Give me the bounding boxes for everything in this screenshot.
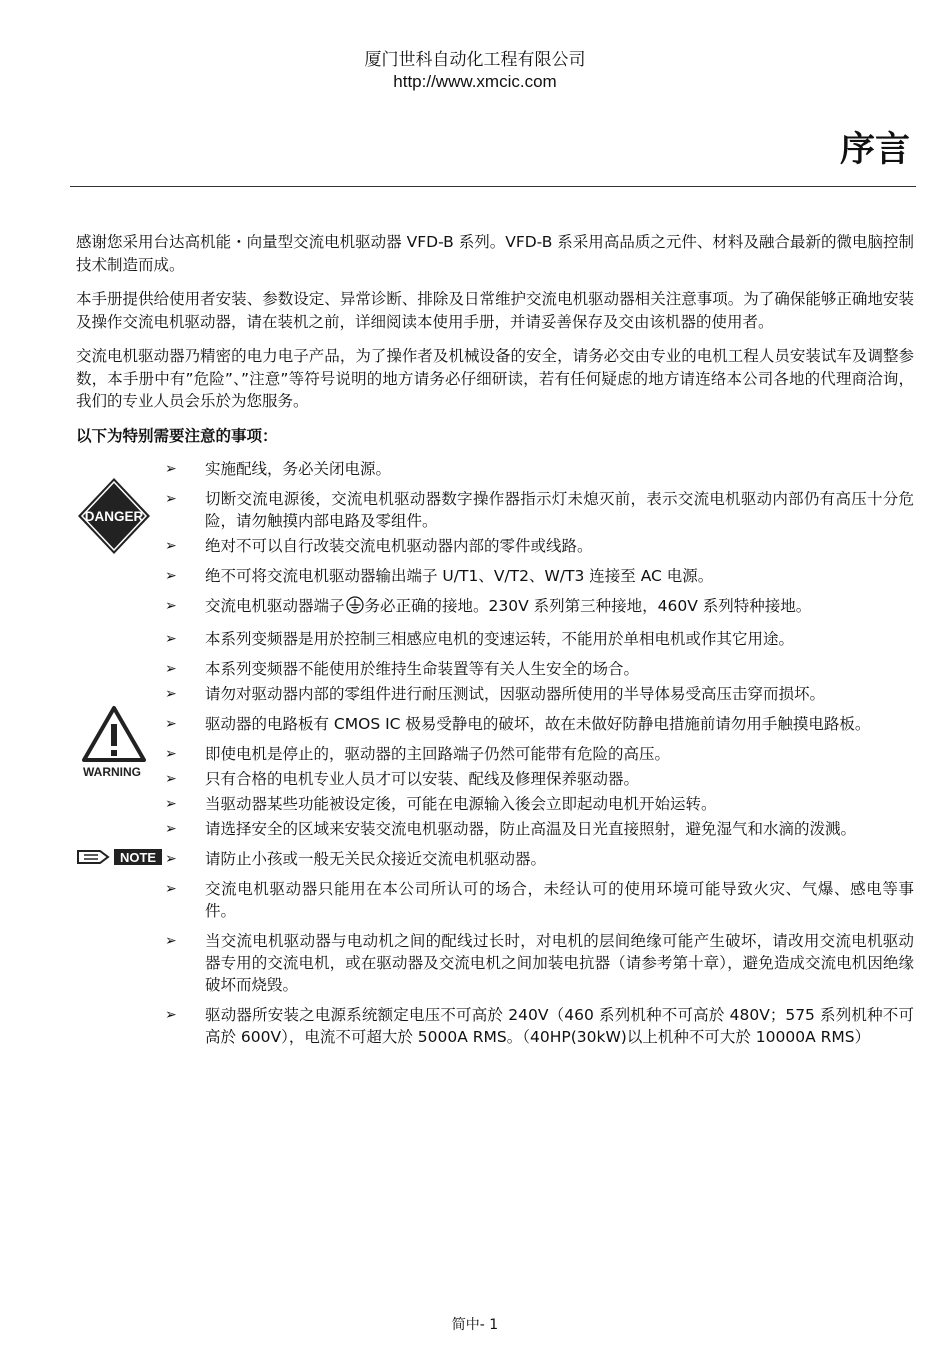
list-item-text: 驱动器的电路板有 CMOS IC 极易受静电的破坏，故在未做好防静电措施前请勿用手触摸电路板。 xyxy=(205,715,871,733)
ground-icon xyxy=(346,596,364,620)
bullet-arrow-icon: ➢ xyxy=(165,716,177,732)
list-item-text: 切断交流电源後，交流电机驱动器数字操作器指示灯未熄灭前，表示交流电机驱动内部仍有高压十分危险，请勿触摸内部电路及零组件。 xyxy=(205,490,914,530)
list-item xyxy=(76,595,914,620)
warning-icon-label: WARNING xyxy=(83,765,141,779)
list-item-text: 绝对不可以自行改装交流电机驱动器内部的零件或线路。 xyxy=(205,537,593,555)
list-item-text: 务必正确的接地。230V 系列第三种接地，460V 系列特种接地。 xyxy=(364,597,812,615)
list-item xyxy=(76,878,914,922)
page-title: 序言 xyxy=(839,130,910,170)
bullet-arrow-icon: ➢ xyxy=(165,746,177,762)
list-item xyxy=(76,713,914,735)
list-item-text: 请防止小孩或一般无关民众接近交流电机驱动器。 xyxy=(205,850,547,868)
bullet-arrow-icon: ➢ xyxy=(165,661,177,677)
notice-list xyxy=(76,458,914,1048)
list-item-text: 本系列变频器是用於控制三相感应电机的变速运转，不能用於单相电机或作其它用途。 xyxy=(205,630,795,648)
bullet-arrow-icon: ➢ xyxy=(165,933,177,949)
list-item-text: 绝不可将交流电机驱动器输出端子 U/T1、V/T2、W/T3 连接至 AC 电源。 xyxy=(205,567,714,585)
list-item-text: 交流电机驱动器只能用在本公司所认可的场合，未经认可的使用环境可能导致火灾、气爆、感电等事件。 xyxy=(205,880,914,920)
list-item xyxy=(76,565,914,587)
list-item xyxy=(76,793,914,815)
company-url[interactable]: http://www.xmcic.com xyxy=(393,72,557,91)
list-item xyxy=(76,488,914,532)
page-number: 简中- 1 xyxy=(451,1317,499,1333)
danger-icon-label: DANGER xyxy=(84,509,144,524)
company-name: 厦门世科自动化工程有限公司 xyxy=(364,50,586,70)
list-item xyxy=(76,768,914,790)
bullet-arrow-icon: ➢ xyxy=(165,821,177,837)
page-content xyxy=(76,231,914,1051)
bullet-arrow-icon: ➢ xyxy=(165,538,177,554)
list-item xyxy=(76,1004,914,1048)
list-item xyxy=(76,743,914,765)
bullet-arrow-icon: ➢ xyxy=(165,881,177,897)
list-item xyxy=(76,818,914,840)
intro-paragraph-1: 感谢您采用台达高机能・向量型交流电机驱动器 VFD-B 系列。VFD-B 系采用高品质之元件、材料及融合最新的微电脑控制技术制造而成。 xyxy=(76,233,914,274)
bullet-arrow-icon: ➢ xyxy=(165,1007,177,1023)
list-item-text: 驱动器所安装之电源系统额定电压不可高於 240V（460 系列机种不可高於 480V；575 系列机种不可高於 600V），电流不可超大於 5000A RMS。（40HP(30kW)以上机种不可大於 10000A RMS） xyxy=(205,1006,914,1046)
bullet-arrow-icon: ➢ xyxy=(165,461,177,477)
list-item xyxy=(76,848,914,870)
list-item xyxy=(76,658,914,680)
intro-paragraph-2: 本手册提供给使用者安装、参数设定、异常诊断、排除及日常维护交流电机驱动器相关注意事项。为了确保能够正确地安装及操作交流电机驱动器，请在装机之前，详细阅读本使用手册，并请妥善保存及交由该机器的使用者。 xyxy=(76,290,914,331)
list-item-text: 只有合格的电机专业人员才可以安装、配线及修理保养驱动器。 xyxy=(205,770,640,788)
list-item-text: 即使电机是停止的，驱动器的主回路端子仍然可能带有危险的高压。 xyxy=(205,745,671,763)
list-item xyxy=(76,535,914,557)
note-icon-label: NOTE xyxy=(119,850,157,865)
list-item-text: 实施配线，务必关闭电源。 xyxy=(205,460,392,478)
list-item xyxy=(76,930,914,996)
list-item xyxy=(76,683,914,705)
list-item-text: 交流电机驱动器端子 xyxy=(205,597,345,615)
bullet-arrow-icon: ➢ xyxy=(165,631,177,647)
header-divider xyxy=(70,186,916,187)
list-item xyxy=(76,458,914,480)
bullet-arrow-icon: ➢ xyxy=(165,796,177,812)
intro-paragraph-3: 交流电机驱动器乃精密的电力电子产品，为了操作者及机械设备的安全，请务必交由专业的电机工程人员安装试车及调整参数，本手册中有”危险”、”注意”等符号说明的地方请务必仔细研读，若有任何疑虑的地方请连络本公司各地的代理商洽询，我们的专业人员会乐於为您服务。 xyxy=(76,347,914,410)
list-item-text: 请选择安全的区域来安装交流电机驱动器，防止高温及日光直接照射，避免湿气和水滴的泼溅。 xyxy=(205,820,857,838)
bullet-arrow-icon: ➢ xyxy=(165,491,177,507)
bullet-arrow-icon: ➢ xyxy=(165,568,177,584)
list-item-text: 本系列变频器不能使用於维持生命装置等有关人生安全的场合。 xyxy=(205,660,640,678)
list-item xyxy=(76,628,914,650)
bullet-arrow-icon: ➢ xyxy=(165,598,177,614)
list-item-text: 当交流电机驱动器与电动机之间的配线过长时，对电机的层间绝缘可能产生破坏，请改用交流电机驱动器专用的交流电机，或在驱动器及交流电机之间加装电抗器（请参考第十章），避免造成交流电机因绝缘破坏而烧毁。 xyxy=(205,932,914,994)
list-item-text: 当驱动器某些功能被设定後，可能在电源输入後会立即起动电机开始运转。 xyxy=(205,795,717,813)
bullet-arrow-icon: ➢ xyxy=(165,851,177,867)
list-item-text: 请勿对驱动器内部的零组件进行耐压测试，因驱动器所使用的半导体易受高压击穿而损坏。 xyxy=(205,685,826,703)
bullet-arrow-icon: ➢ xyxy=(165,686,177,702)
bullet-arrow-icon: ➢ xyxy=(165,771,177,787)
special-notes-heading: 以下为特别需要注意的事项： xyxy=(76,426,278,445)
